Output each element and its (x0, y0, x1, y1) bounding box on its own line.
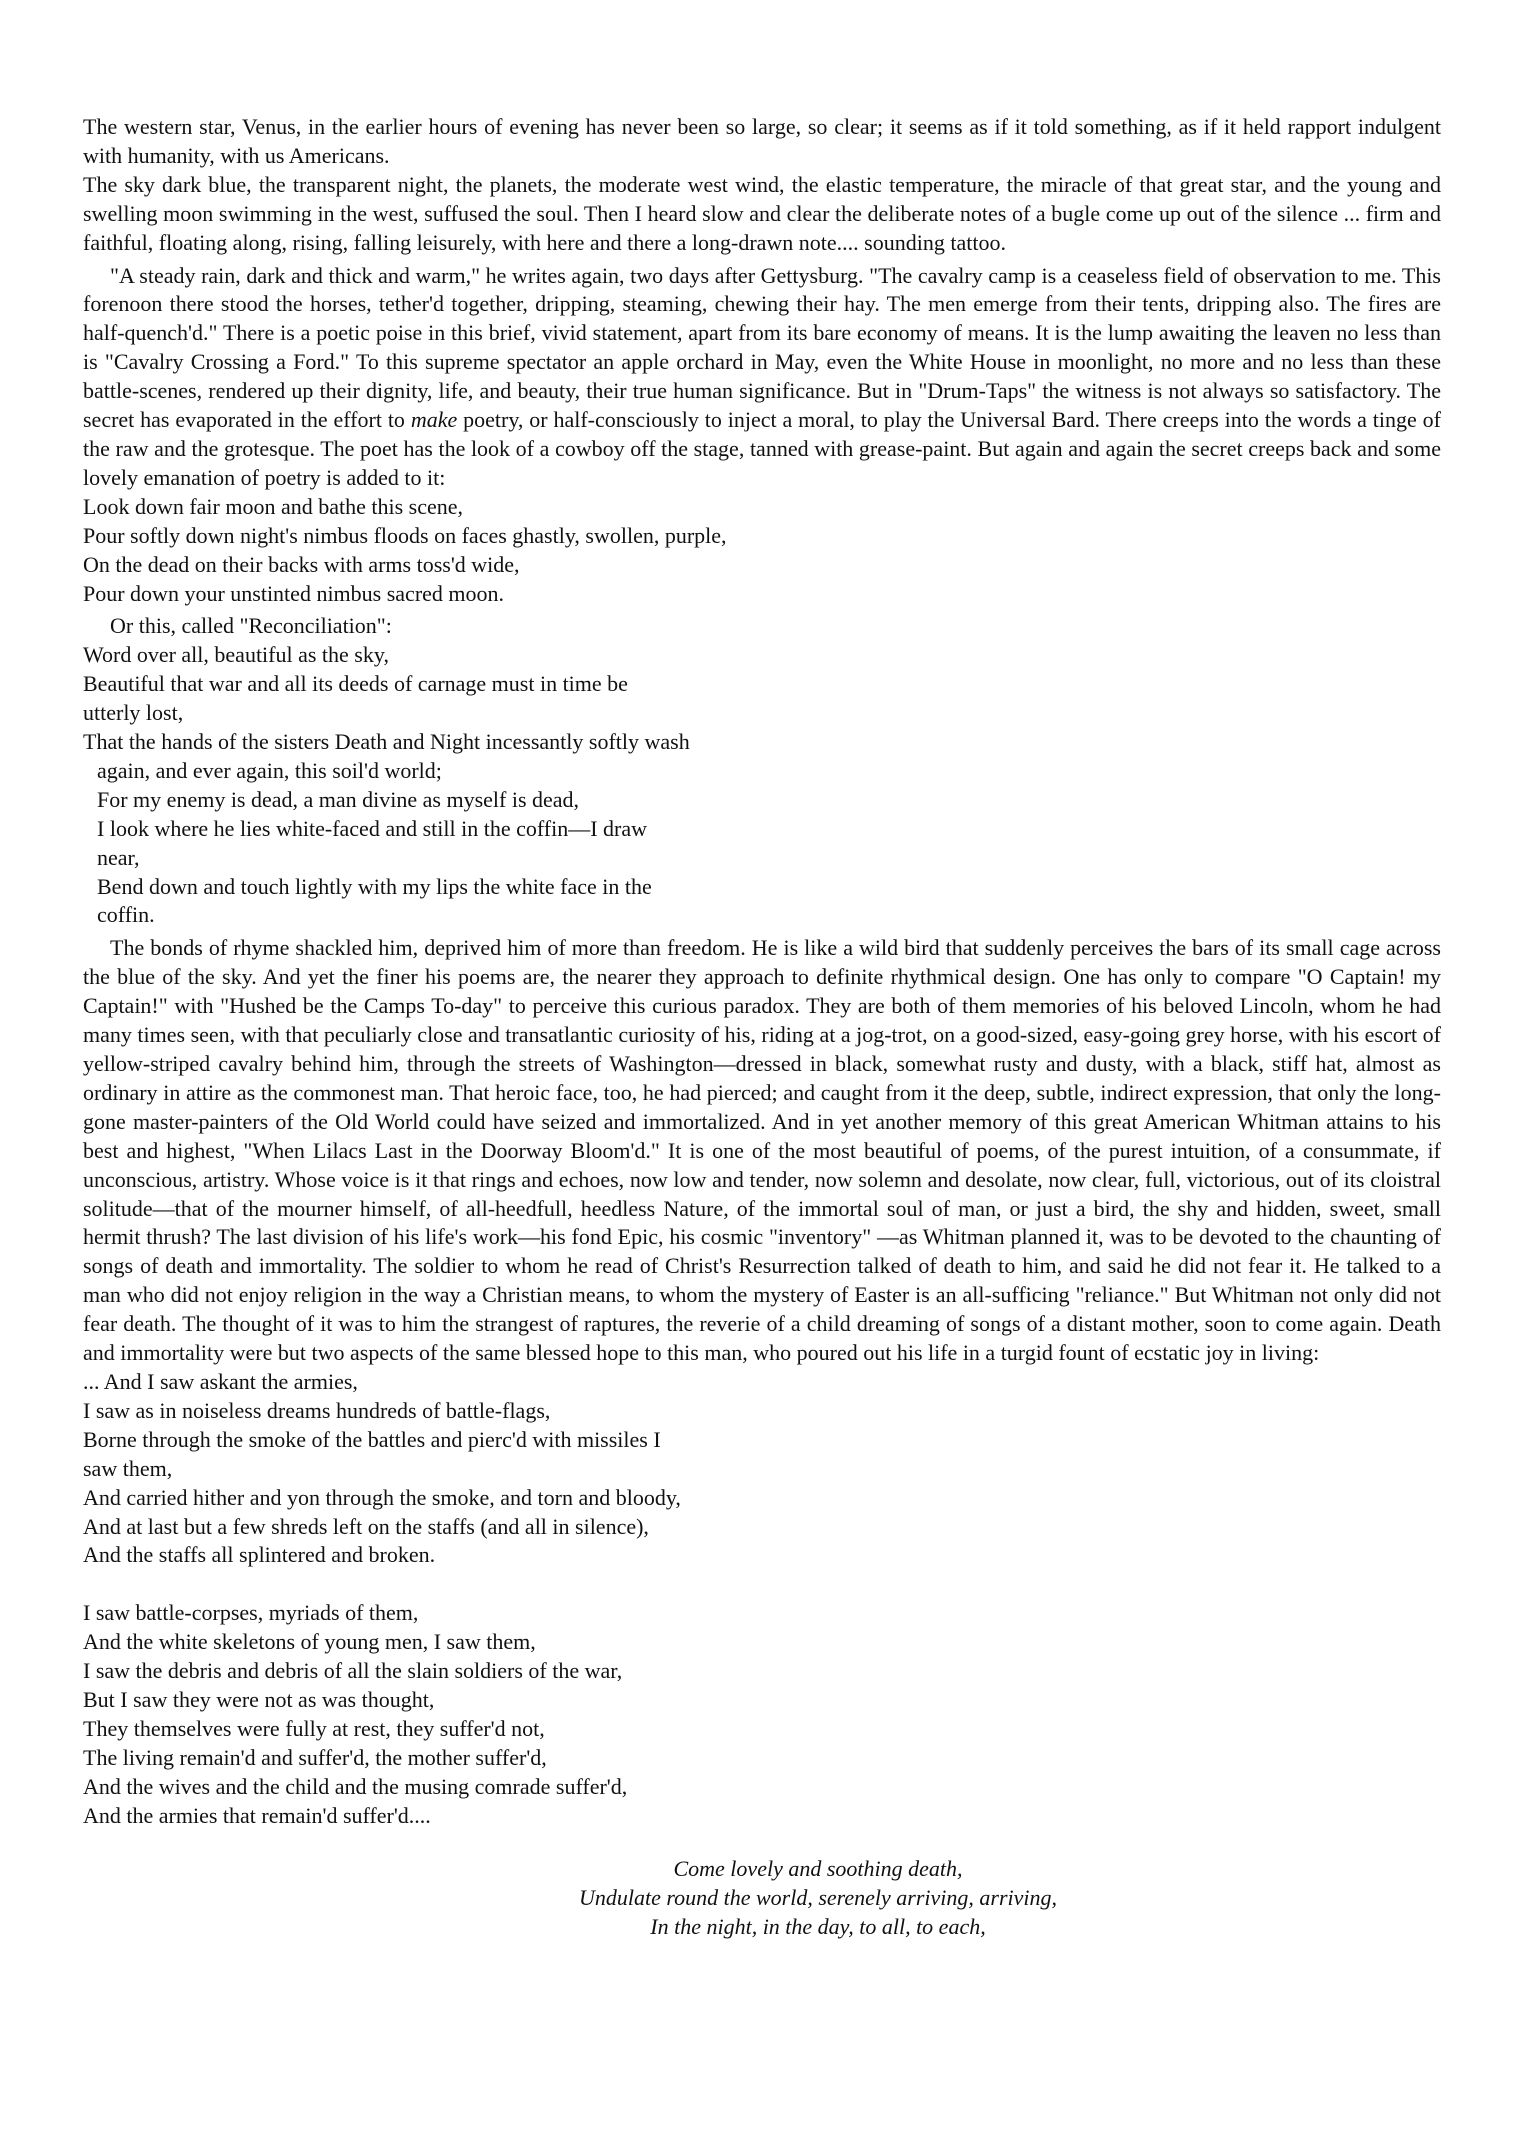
verse-line: coffin. (97, 902, 155, 928)
verse-line: ... And I saw askant the armies, (83, 1368, 358, 1394)
verse-line: near, (97, 844, 140, 870)
verse-line: On the dead on their backs with arms toss'd wide, (83, 551, 520, 577)
verse-line: Undulate round the world, serenely arriving, arriving, (578, 1885, 1058, 1911)
verse-line: The living remain'd and suffer'd, the mother suffer'd, (83, 1744, 547, 1770)
verse-line: That the hands of the sisters Death and Night incessantly softly wash (83, 729, 690, 755)
verse-line: In the night, in the day, to all, to each, (650, 1914, 986, 1940)
paragraph-venus: The western star, Venus, in the earlier hours of evening has never been so large, so clear; it seems as if it told something, as if it held rapport indulgent with humanity, with us Americans. (83, 114, 1441, 168)
verse-line: Borne through the smoke of the battles and pierc'd with missiles I (83, 1426, 661, 1452)
verse-line: And at last but a few shreds left on the staffs (and all in silence), (83, 1513, 649, 1539)
verse-line: And the armies that remain'd suffer'd.... (83, 1802, 431, 1828)
verse-line: I saw as in noiseless dreams hundreds of battle-flags, (83, 1397, 551, 1423)
verse-line: utterly lost, (83, 700, 184, 726)
verse-line: Pour softly down night's nimbus floods on faces ghastly, swollen, purple, (83, 522, 727, 548)
verse-line: I look where he lies white-faced and still in the coffin—I draw (97, 815, 648, 841)
paragraph-bonds-of-rhyme: The bonds of rhyme shackled him, deprived him of more than freedom. He is like a wild bird that suddenly perceives the bars of its small cage across the blue of the sky. And yet the finer his poems are, the nearer they approach to definite rhythmical design. One has only to compare "O Captain! my Captain!" with "Hushed be the Camps To-day" to perceive this curious paradox. They are both of them memories of his beloved Lincoln, whom he had many times seen, with that peculiarly close and transatlantic curiosity of his, riding at a jog-trot, on a good-sized, easy-going grey horse, with his escort of yellow-striped cavalry behind him, through the streets of Washington—dressed in black, somewhat rusty and dusty, with a black, stiff hat, almost as ordinary in attire as the commonest man. That heroic face, too, he had pierced; and caught from it the deep, subtle, indirect expression, that only the long-gone master-painters of the Old World could have seized and immortalized. And in yet another memory of this great American Whitman attains to his best and highest, "When Lilacs Last in the Doorway Bloom'd." It is one of the most beautiful of poems, of the purest intuition, of a consummate, if unconscious, artistry. Whose voice is it that rings and echoes, now low and tender, now solemn and desolate, now clear, full, victorious, out of its cloistral solitude—that of the mourner himself, of all-heedfull, heedless Nature, of the immortal soul of man, or just a bird, the shy and hidden, sweet, small hermit thrush? The last division of his life's work—his fond Epic, his cosmic "inventory" —as Whitman planned it, was to be devoted to the chaunting of songs of death and immortality. The soldier to whom he read of Christ's Resurrection talked of death to him, and said he did not fear it. He talked to a man who did not enjoy religion in the way a Christian means, to whom the mystery of Easter is an all-sufficing "reliance." But Whitman not only did not fear death. The thought of it was to him the strangest of raptures, the reverie of a child dreaming of songs of a distant mother, soon to come again. Death and immortality were but two aspects of the same blessed hope to this man, who poured out his life in a turgid fount of ecstatic joy in living: (83, 935, 1441, 1366)
verse-line: I saw battle-corpses, myriads of them, (83, 1600, 419, 1626)
document-page (83, 113, 1441, 1942)
verse-line: again, and ever again, this soil'd world; (97, 757, 442, 783)
paragraph-steady-rain (83, 262, 1441, 493)
verse-line: Bend down and touch lightly with my lips the white face in the (97, 873, 652, 899)
verse-line: I saw the debris and debris of all the slain soldiers of the war, (83, 1658, 623, 1684)
verse-line: They themselves were fully at rest, they suffer'd not, (83, 1715, 545, 1741)
text: "A steady rain, dark and thick and warm," he writes again, two days after Gettysburg. "The cavalry camp is a ceaseless field of observation to me. This forenoon there stood the horses, tether'd together, dripping, steaming, chewing their hay. The men emerge from their tents, dripping also. The fires are half-quench'd." There is a poetic poise in this brief, vivid statement, apart from its bare economy of means. It is the lump awaiting the leaven no less than is "Cavalry Crossing a Ford." To this supreme spectator an apple orchard in May, even the White House in moonlight, no more and no less than these battle-scenes, rendered up their dignity, life, and beauty, their true human significance. But in "Drum-Taps" the witness is not always so satisfactory. The secret has evaporated in the effort to (83, 262, 1441, 433)
stanza-break (83, 1570, 1441, 1599)
verse-line: saw them, (83, 1455, 173, 1481)
verse-line: And the staffs all splintered and broken. (83, 1542, 436, 1568)
poem-armies (83, 1368, 1441, 1570)
verse-line: Look down fair moon and bathe this scene, (83, 493, 464, 519)
verse-line: But I saw they were not as was thought, (83, 1686, 435, 1712)
verse-line: And the wives and the child and the musing comrade suffer'd, (83, 1773, 628, 1799)
verse-line: And carried hither and yon through the smoke, and torn and bloody, (83, 1484, 681, 1510)
verse-line: For my enemy is dead, a man divine as myself is dead, (97, 786, 580, 812)
paragraph-sky: The sky dark blue, the transparent night, the planets, the moderate west wind, the elastic temperature, the miracle of that great star, and the young and swelling moon swimming in the west, suffused the soul. Then I heard slow and clear the deliberate notes of a bugle come up out of the silence ... firm and faithful, floating along, rising, falling leisurely, with here and there a long-drawn note.... sounding tattoo. (83, 171, 1441, 255)
poem-reconciliation (83, 641, 1441, 930)
poem-look-down (83, 493, 1441, 609)
text: poetry, or half-consciously to inject a moral, to play the Universal Bard. There creeps into the words a tinge of the raw and the grotesque. The poet has the look of a cowboy off the stage, tanned with grease-paint. But again and again the secret creeps back and some lovely emanation of poetry is added to it: (83, 407, 1441, 490)
poem-soothing-death (483, 1855, 1153, 1942)
verse-line: Come lovely and soothing death, (673, 1856, 963, 1882)
poem-battle-corpses (83, 1599, 1441, 1830)
verse-line: Word over all, beautiful as the sky, (83, 642, 389, 668)
emphasis: make (410, 407, 458, 433)
verse-line: And the white skeletons of young men, I saw them, (83, 1629, 536, 1655)
verse-line: Beautiful that war and all its deeds of carnage must in time be (83, 671, 628, 697)
or-this-line: Or this, called "Reconciliation": (110, 613, 392, 639)
verse-line: Pour down your unstinted nimbus sacred moon. (83, 580, 505, 606)
